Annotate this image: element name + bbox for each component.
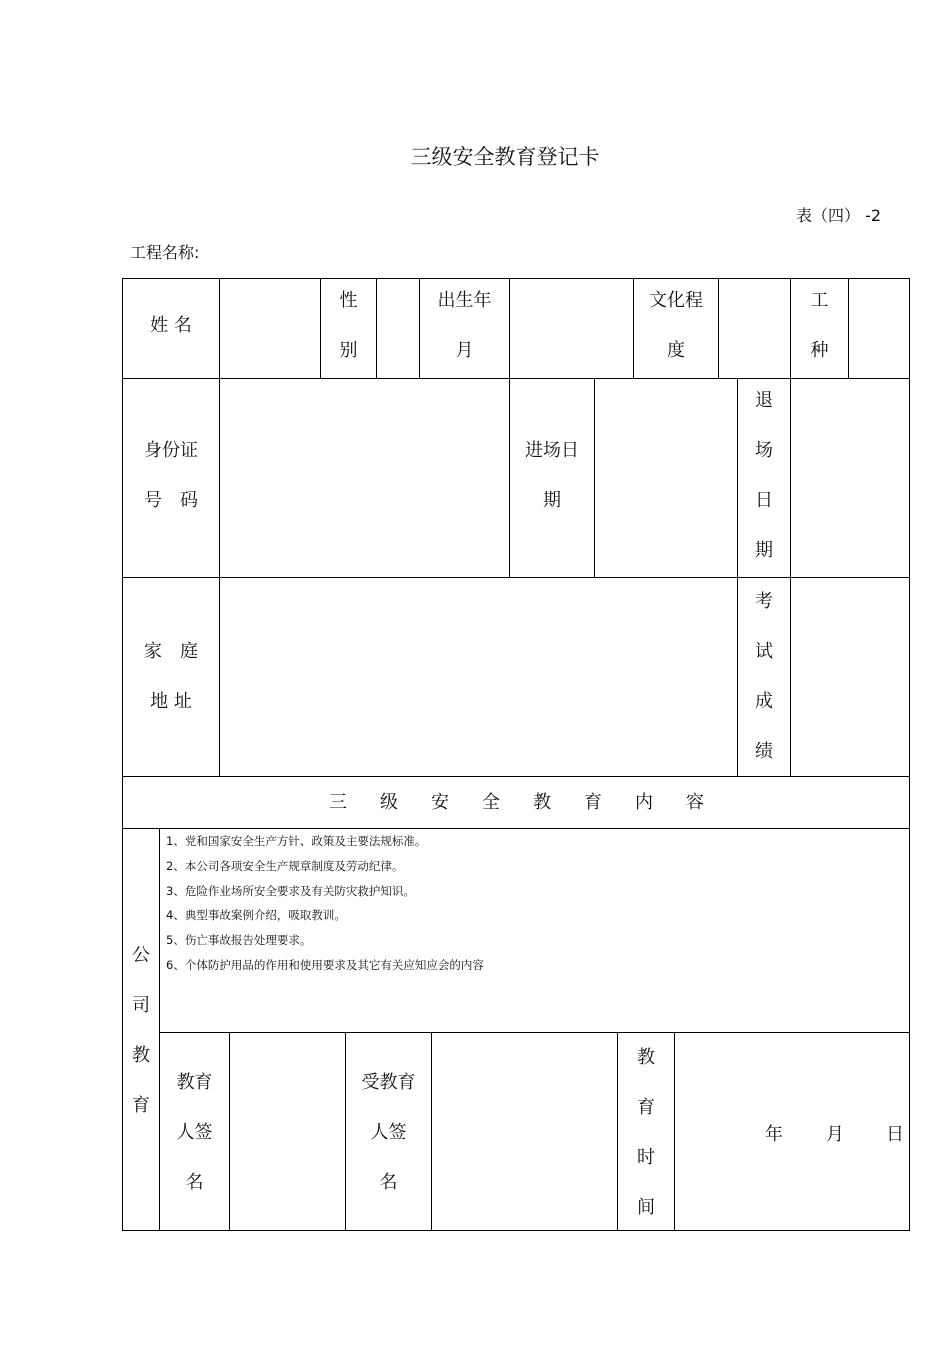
col-divider bbox=[509, 278, 510, 378]
birth-date-label: 出生年 月 bbox=[437, 290, 492, 361]
educator-signature-label: 教育 人签 名 bbox=[176, 1072, 213, 1193]
gender-label: 性 别 bbox=[339, 290, 358, 361]
exit-date-label: 退 场 日 期 bbox=[755, 390, 773, 561]
col-divider bbox=[376, 278, 377, 378]
row-divider bbox=[122, 378, 910, 379]
table-border-right bbox=[909, 278, 910, 1231]
exam-score-label: 考 试 成 绩 bbox=[755, 591, 773, 762]
list-item: 5、伤亡事故报告处理要求。 bbox=[166, 933, 312, 948]
table-border-bottom bbox=[122, 1230, 910, 1231]
form-code: 表（四） -2 bbox=[796, 206, 882, 225]
company-education-label: 公 司 教 育 bbox=[132, 945, 150, 1116]
list-item: 1、党和国家安全生产方针、政策及主要法规标准。 bbox=[166, 834, 427, 848]
col-divider bbox=[219, 577, 220, 776]
col-divider bbox=[431, 1032, 432, 1230]
row-divider bbox=[159, 1032, 910, 1033]
date-year: 年 bbox=[765, 1124, 783, 1145]
date-month: 月 bbox=[826, 1124, 844, 1145]
name-label: 姓 名 bbox=[150, 315, 192, 336]
col-divider bbox=[219, 278, 220, 378]
project-name-label: 工程名称: bbox=[130, 243, 200, 262]
date-day: 日 bbox=[886, 1124, 904, 1145]
col-divider bbox=[594, 378, 595, 577]
education-time-label: 教 育 时 间 bbox=[637, 1047, 655, 1218]
education-date bbox=[676, 1120, 908, 1150]
section-title: 三 级 安 全 教 育 内 容 bbox=[329, 792, 704, 813]
col-divider bbox=[229, 1032, 230, 1230]
col-divider bbox=[848, 278, 849, 378]
trainee-signature-label: 受教育 人签 名 bbox=[361, 1072, 416, 1193]
row-divider bbox=[122, 776, 910, 777]
col-divider bbox=[790, 577, 791, 776]
col-divider bbox=[718, 278, 719, 378]
list-item: 3、危险作业场所安全要求及有关防灾救护知识。 bbox=[166, 883, 415, 898]
entry-date-label: 进场日 期 bbox=[525, 440, 579, 511]
row-divider bbox=[122, 577, 910, 578]
col-divider bbox=[790, 378, 791, 577]
page-title: 三级安全教育登记卡 bbox=[410, 145, 600, 169]
list-item: 6、个体防护用品的作用和使用要求及其它有关应知应会的内容 bbox=[166, 957, 484, 972]
home-address-label: 家 庭 地 址 bbox=[144, 641, 198, 712]
trade-label: 工 种 bbox=[810, 290, 829, 361]
list-item: 4、典型事故案例介绍，吸取教训。 bbox=[166, 908, 346, 923]
education-content-list bbox=[166, 829, 484, 978]
id-number-label: 身份证 号 码 bbox=[144, 440, 198, 511]
education-level-label: 文化程 度 bbox=[649, 290, 703, 361]
list-item: 2、本公司各项安全生产规章制度及劳动纪律。 bbox=[166, 858, 404, 873]
col-divider bbox=[219, 378, 220, 577]
